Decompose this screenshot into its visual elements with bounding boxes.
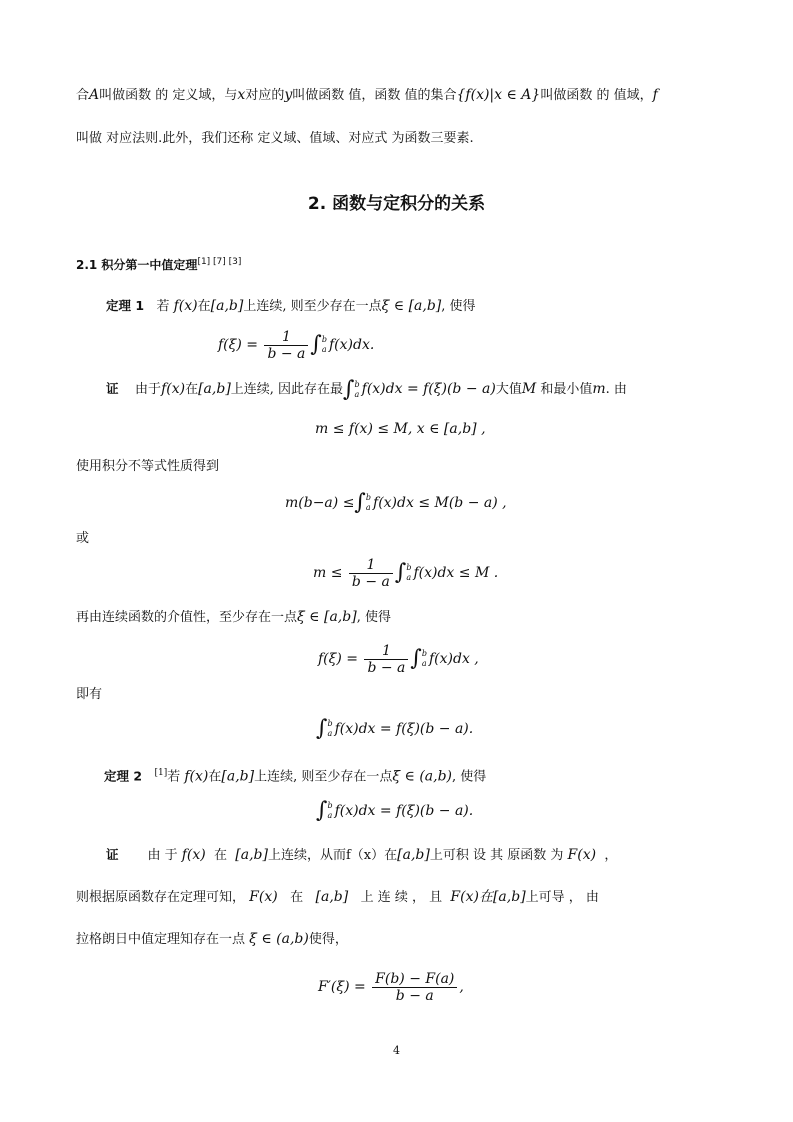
proof-label: 证 [106,847,119,862]
frac-num: F(b) − F(a) [372,971,457,988]
text: 和最小值 [540,382,593,397]
text: 上连续, 则至少存在一点 [254,769,393,785]
intro-text: 叫做函数 值，函数 值的集合 [292,88,457,103]
limit-lower: a [354,389,360,399]
text: , 使得 [452,769,487,785]
var-A: A [89,87,100,103]
integral-sign: ∫ [316,716,328,741]
text: 若 [156,299,170,314]
proof-2-eq [318,970,464,1004]
integral-sign: ∫ [354,490,366,515]
subsection-title [76,256,241,273]
text: , 使得 [441,299,476,314]
integral-limits [406,563,411,583]
text: 大值 [495,382,522,397]
text: 在 [208,769,222,785]
text: 再由连续函数的介值性，至少存在一点 [76,610,298,625]
text: 在 [197,299,211,314]
equation-lhs: m ≤ [313,565,343,581]
subsection-title-text: 2.1 积分第一中值定理 [76,258,198,272]
frac-den: b − a [267,345,306,362]
text: 上可积 设 其 原函数 为 [429,848,564,863]
intro-text: 叫做函数 的 值域， [540,88,653,103]
text: 上连续, 则至少存在一点 [243,299,382,314]
math-interval: [a,b] [397,847,430,863]
fraction [364,643,408,676]
proof-1-text-4 [76,608,391,627]
equation-rhs: f(x)dx ≤ M . [413,565,499,581]
limit-upper: b [321,335,327,344]
math-Fx: F(x)在 [450,889,493,905]
proof-1-line-1 [106,378,627,401]
limit-lower: a [321,345,327,354]
proof-1-text-2 [76,458,219,476]
theorem-1-statement [106,297,476,316]
theorem-label: 定理 1 [106,298,145,313]
var-x: x [237,87,246,103]
equation: f(x)dx = f(ξ)(b − a). [334,721,474,737]
proof-1-eq-2 [285,490,507,516]
text: 上可导 ， 由 [525,890,599,905]
limit-lower: a [327,729,333,738]
intro-text: 对应的 [245,88,285,103]
intro-text: 合 [76,88,90,103]
intro-text: 叫做 对应法则.此外，我们还称 定义域、值域、对应式 为函数三要素. [76,131,474,146]
text: 上连续，从而 [267,848,346,863]
text: 上 连 续 ， 且 [360,890,443,905]
math-fx: f(x) [173,298,198,314]
fraction [372,971,457,1004]
math-fx: f(x) [181,847,206,863]
intro-line-1 [76,86,658,105]
text: , 使得 [356,610,391,625]
integral-sign: ∫ [310,332,322,357]
math-xi-in: ξ ∈ [a,b] [297,609,357,625]
limit-upper: b [354,379,360,389]
frac-den: b − a [367,659,406,676]
formula-lhs: f(ξ) = [218,337,258,353]
equation-lhs: f(ξ) = [318,651,358,667]
proof-1-eq-4 [318,642,479,676]
intro-line-2 [76,130,474,148]
section-title: 2. 函数与定积分的关系 [307,194,486,214]
proof-2-line-3 [76,930,348,949]
text: 则根据原函数存在定理可知， [76,890,246,905]
limit-upper: b [327,719,333,728]
math-interval: [a,b] [198,381,231,397]
integral-limits [322,335,327,355]
math-interval: [a,b] [315,889,349,905]
math-fx: f(x) [161,381,186,397]
integral-sign: ∫ [394,560,407,585]
citation-ref: [1] [154,768,168,778]
math-xi-in: ξ ∈ [a,b] [381,298,442,314]
math-interval: [a,b] [492,889,526,905]
integral-sign: ∫ [316,798,328,823]
text: 使得， [308,932,348,947]
proof-1-text-5 [76,686,102,704]
equation-lhs: m(b−a) ≤ [285,495,355,511]
text: 在 [214,848,228,863]
proof-label: 证 [106,381,119,396]
limit-lower: a [421,659,427,668]
limit-upper: b [421,649,427,658]
equation-tail: , [459,979,464,995]
text: 拉格朗日中值定理知存在一点 [76,932,246,947]
set-expression: {f(x)|x ∈ A} [456,87,541,103]
limit-lower: a [365,503,371,512]
frac-num: 1 [364,643,408,660]
equation-rhs: f(x)dx , [429,651,479,667]
proof-1-eq-3 [313,556,498,590]
math-integral-eq: f(x)dx = f(ξ)(b − a) [361,381,496,397]
equation-rhs: f(x)dx ≤ M(b − a) , [373,495,507,511]
theorem-1-formula [218,328,374,362]
fraction [349,557,393,590]
frac-num: 1 [349,557,393,574]
frac-num: 1 [264,329,308,346]
formula-rhs: f(x)dx. [329,337,375,353]
text: 使用积分不等式性质得到 [76,459,220,474]
proof-1-eq-5 [316,716,473,742]
text: 在 [290,890,304,905]
frac-den: b − a [351,573,390,590]
limit-lower: a [327,811,333,820]
text: . 由 [605,382,627,397]
text: 上连续, 因此存在最 [230,382,344,397]
text: 由于 [135,382,162,397]
var-M: M [521,381,537,397]
proof-1-eq-1 [315,420,486,438]
text: 或 [76,531,90,546]
var-y: y [284,87,293,103]
var-m: m [592,381,606,397]
citation-refs: [1] [7] [3] [197,257,242,267]
proof-2-line-2 [76,888,599,907]
page-number: 4 [393,1044,400,1057]
equation: m ≤ f(x) ≤ M, x ∈ [a,b] , [315,421,486,437]
intro-text: 叫做函数 的 定义域，与 [99,88,238,103]
text: 即有 [76,687,103,702]
math-Fx: F(x) [249,889,278,905]
math-xi-in: ξ ∈ (a,b) [392,768,453,785]
proof-1-text-3 [76,530,89,548]
integral-limits [355,380,360,400]
var-f: f [652,87,658,103]
integral-limits [327,801,332,821]
math-Fx: F(x) [567,847,597,863]
text: 由 于 [147,848,178,863]
equation: f(x)dx = f(ξ)(b − a). [334,803,474,819]
integral-limits [327,719,332,739]
fraction [264,329,308,362]
proof-2-line-1 [106,846,617,865]
limit-upper: b [327,801,333,810]
math-fx: f（x）在 [346,848,398,863]
math-interval: [a,b] [210,298,244,314]
math-xi-in: ξ ∈ (a,b) [249,931,309,947]
integral-sign: ∫ [410,646,422,671]
theorem-2-formula [316,798,473,824]
theorem-2-statement [104,764,486,786]
integral-sign: ∫ [343,376,355,402]
limit-lower: a [406,573,412,582]
text: 若 [167,769,181,785]
math-fx: f(x) [184,768,209,785]
equation-lhs: F′(ξ) = [318,979,366,995]
math-interval: [a,b] [235,847,268,863]
integral-limits [422,649,427,669]
text: ， [604,848,618,863]
limit-upper: b [406,563,412,572]
frac-den: b − a [395,987,434,1004]
theorem-label: 定理 2 [104,768,143,784]
math-interval: [a,b] [221,768,255,785]
integral-limits [366,493,371,513]
text: 在 [185,382,199,397]
limit-upper: b [365,493,372,502]
